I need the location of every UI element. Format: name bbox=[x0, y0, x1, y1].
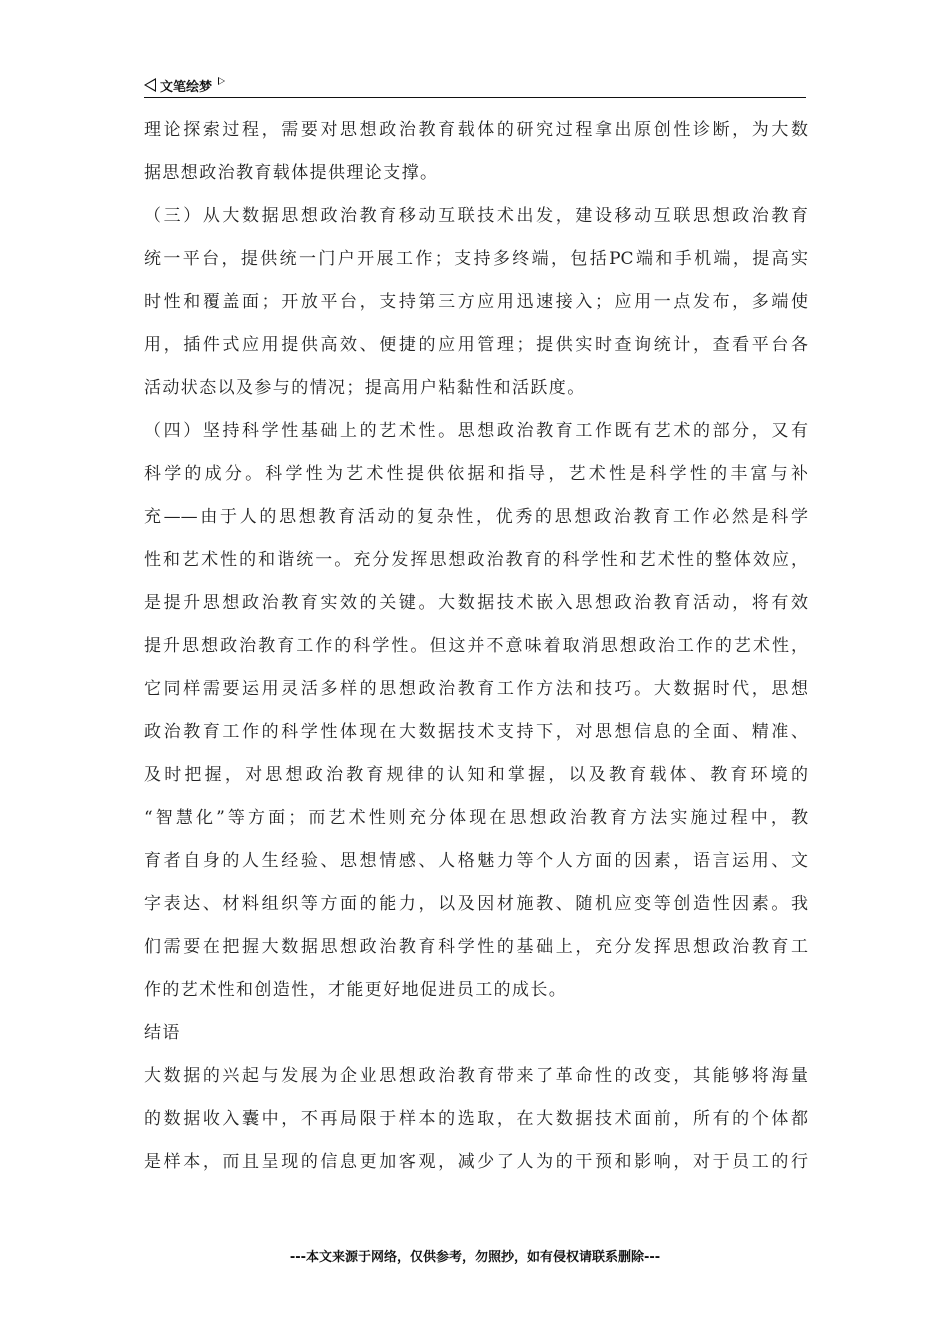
text-line: 据思想政治教育载体提供理论支撑。 bbox=[144, 163, 439, 183]
text-line: “智慧化”等方面；而艺术性则充分体现在思想政治教育方法实施过程中，教 bbox=[144, 808, 808, 828]
text-line: 字表达、材料组织等方面的能力，以及因材施教、随机应变等创造性因素。我 bbox=[144, 894, 808, 914]
text-line: 提升思想政治教育工作的科学性。但这并不意味着取消思想政治工作的艺术性， bbox=[144, 636, 808, 656]
text-line: 政治教育工作的科学性体现在大数据技术支持下，对思想信息的全面、精准、 bbox=[144, 722, 808, 742]
text-line: 性和艺术性的和谐统一。充分发挥思想政治教育的科学性和艺术性的整体效应， bbox=[144, 550, 808, 570]
page-header bbox=[144, 74, 806, 96]
text-line: 活动状态以及参与的情况；提高用户粘黏性和活跃度。 bbox=[144, 378, 586, 398]
section-heading: 结语 bbox=[144, 1023, 181, 1043]
text-line: （三）从大数据思想政治教育移动互联技术出发，建设移动互联思想政治教育 bbox=[144, 206, 808, 226]
text-line: 它同样需要运用灵活多样的思想政治教育工作方法和技巧。大数据时代，思想 bbox=[144, 679, 808, 699]
text-line: 大数据的兴起与发展为企业思想政治教育带来了革命性的改变，其能够将海量 bbox=[144, 1066, 808, 1086]
triangle-right-icon bbox=[218, 77, 225, 85]
text-line: 是样本，而且呈现的信息更加客观，减少了人为的干预和影响，对于员工的行 bbox=[144, 1152, 808, 1172]
text-line: 科学的成分。科学性为艺术性提供依据和指导，艺术性是科学性的丰富与补 bbox=[144, 464, 808, 484]
header-divider bbox=[144, 97, 806, 98]
header-title: 文笔绘梦 bbox=[160, 79, 213, 95]
text-line: 作的艺术性和创造性，才能更好地促进员工的成长。 bbox=[144, 980, 568, 1000]
text-line: 理论探索过程，需要对思想政治教育载体的研究过程拿出原创性诊断，为大数 bbox=[144, 120, 808, 140]
text-line: 们需要在把握大数据思想政治教育科学性的基础上，充分发挥思想政治教育工 bbox=[144, 937, 808, 957]
text-line: 育者自身的人生经验、思想情感、人格魅力等个人方面的因素，语言运用、文 bbox=[144, 851, 808, 871]
text-line: 用，插件式应用提供高效、便捷的应用管理；提供实时查询统计，查看平台各 bbox=[144, 335, 808, 355]
text-line: （四）坚持科学性基础上的艺术性。思想政治教育工作既有艺术的部分，又有 bbox=[144, 421, 808, 441]
body-text bbox=[144, 109, 808, 1184]
page-footer: ---本文来源于网络，仅供参考，勿照抄，如有侵权请联系删除--- bbox=[289, 1250, 661, 1265]
text-line: 统一平台，提供统一门户开展工作；支持多终端，包括PC端和手机端，提高实 bbox=[144, 249, 808, 269]
text-line: 是提升思想政治教育实效的关键。大数据技术嵌入思想政治教育活动，将有效 bbox=[144, 593, 808, 613]
text-line: 的数据收入囊中，不再局限于样本的选取，在大数据技术面前，所有的个体都 bbox=[144, 1109, 808, 1129]
triangle-left-icon bbox=[144, 78, 156, 92]
text-line: 时性和覆盖面；开放平台，支持第三方应用迅速接入；应用一点发布，多端使 bbox=[144, 292, 808, 312]
text-line: 及时把握，对思想政治教育规律的认知和掌握，以及教育载体、教育环境的 bbox=[144, 765, 808, 785]
text-line: 充——由于人的思想教育活动的复杂性，优秀的思想政治教育工作必然是科学 bbox=[144, 507, 808, 527]
